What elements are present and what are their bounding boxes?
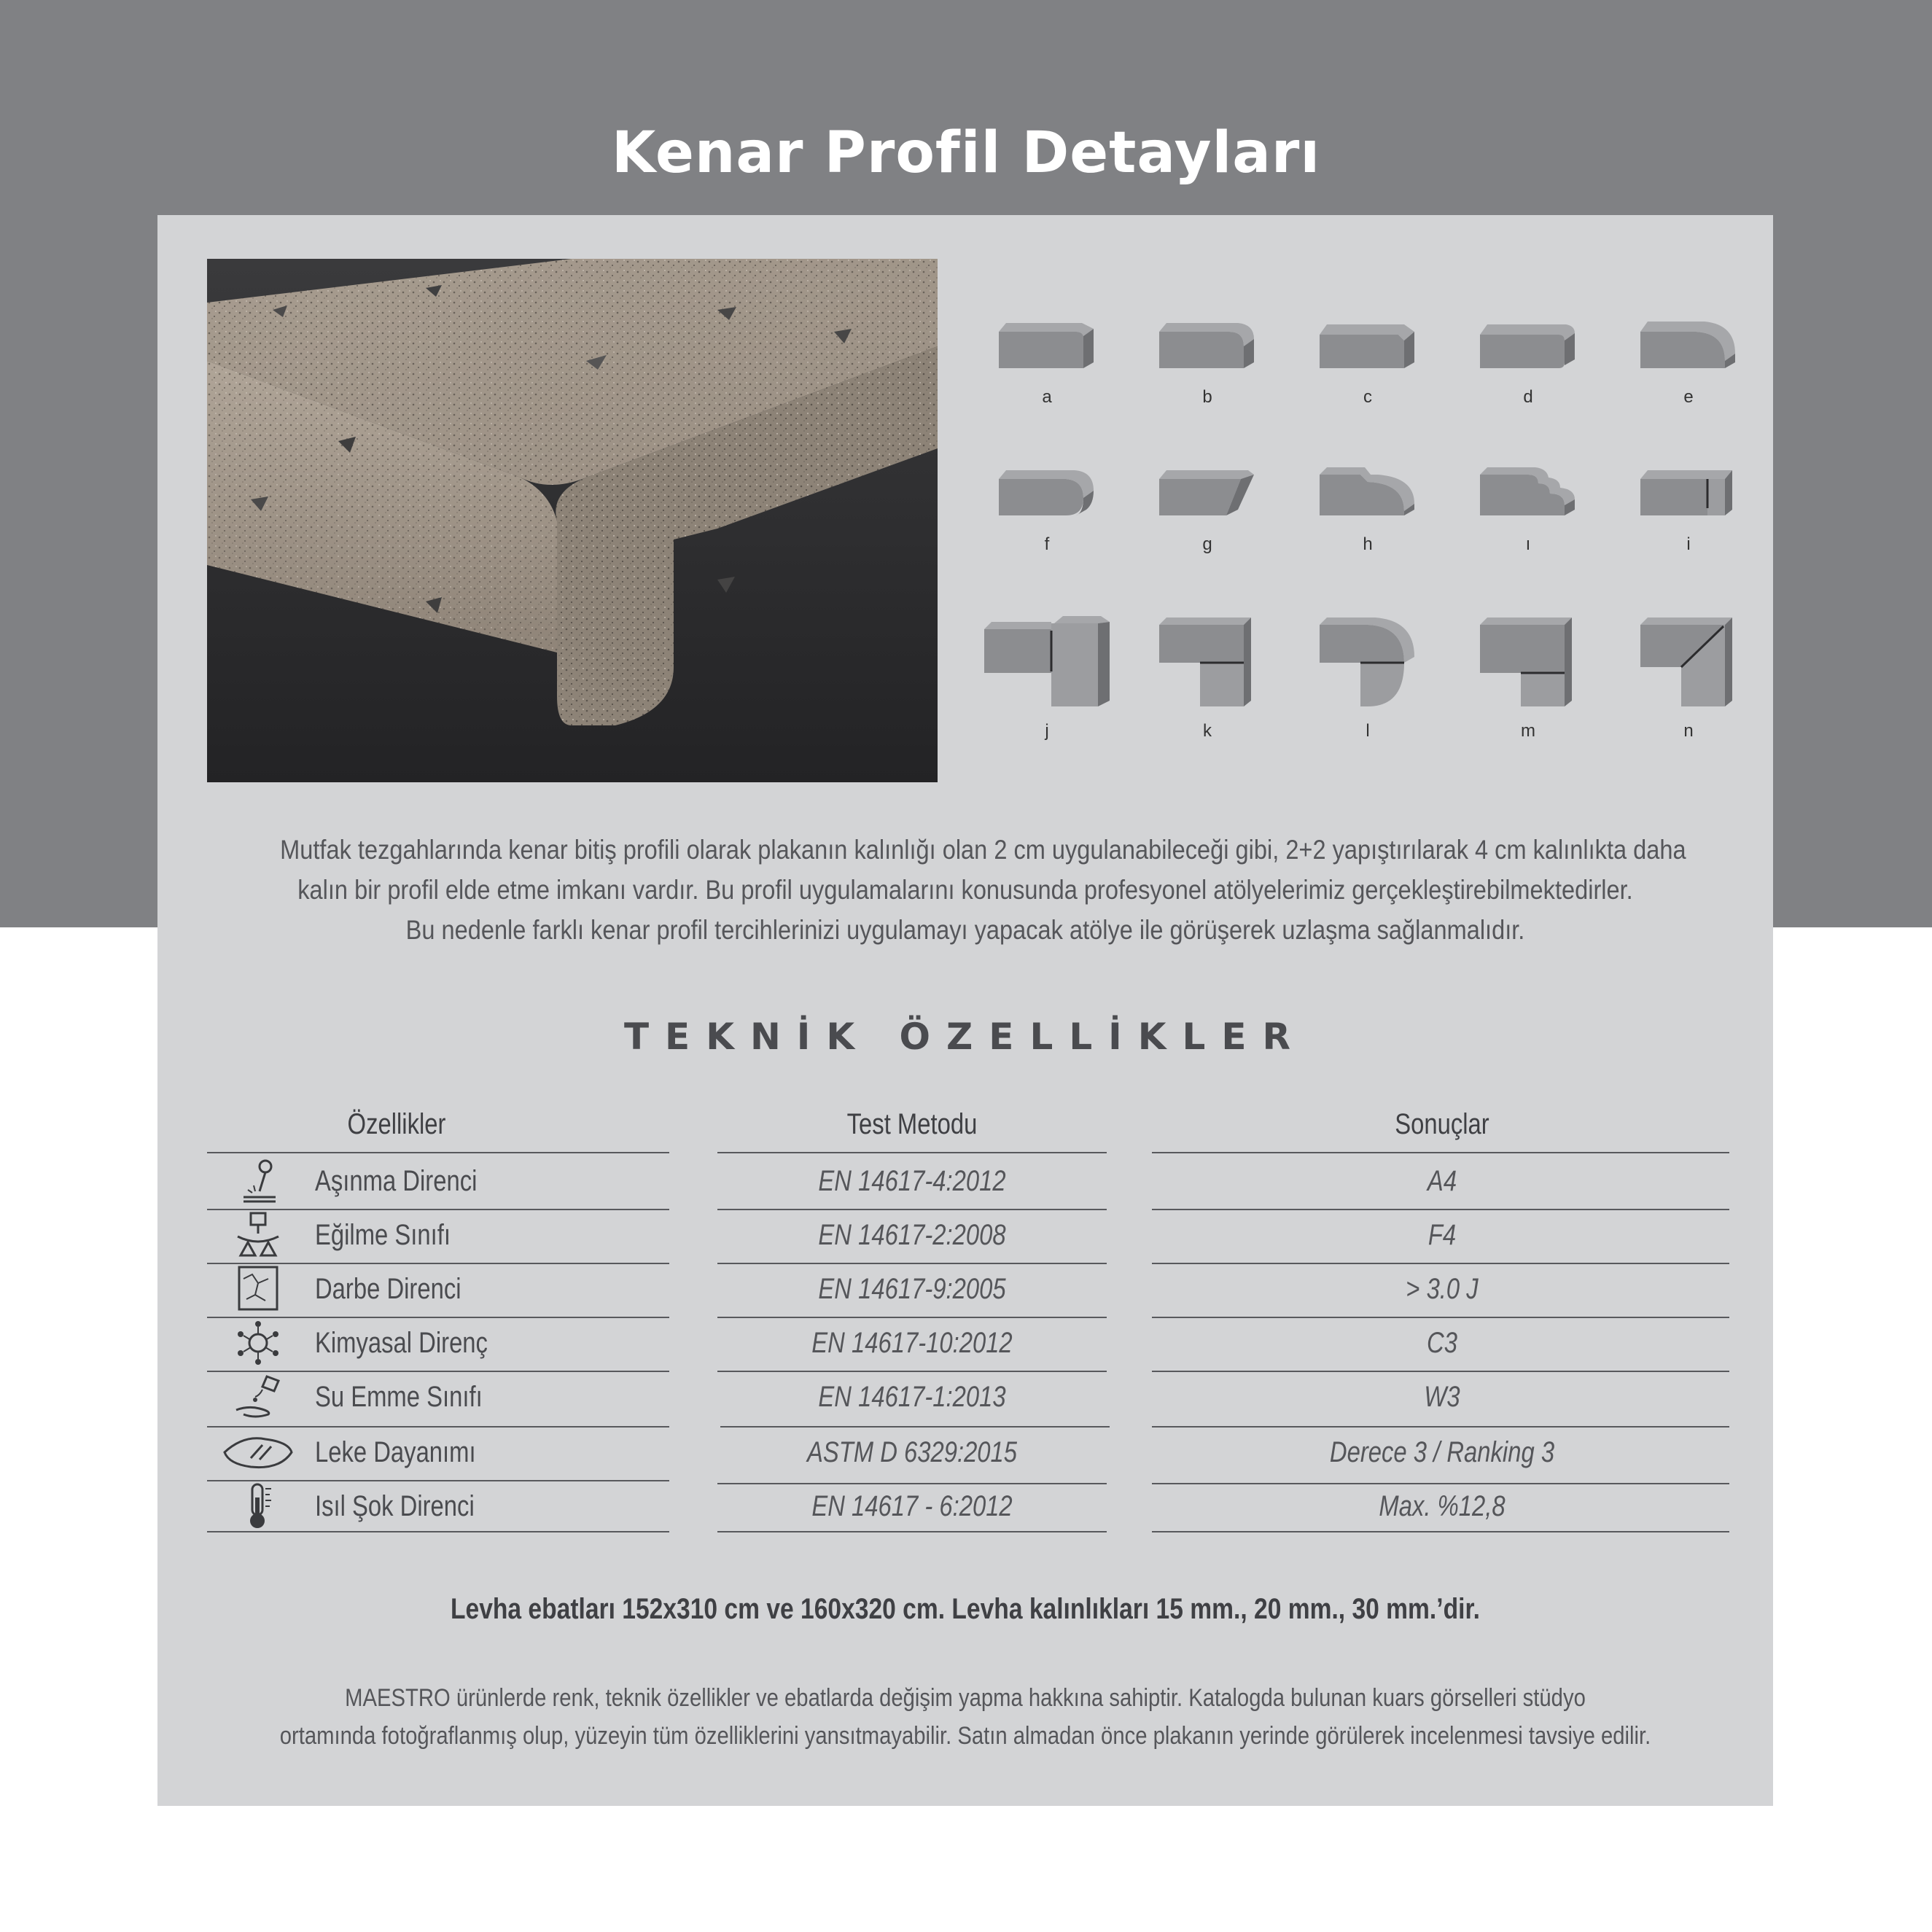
profile-label: j	[1045, 721, 1049, 741]
slab-sizes-note: Levha ebatları 152x310 cm ve 160x320 cm. Levha kalınlıkları 15 mm., 20 mm., 30 mm.’dir.	[450, 1593, 1481, 1625]
profile-label: h	[1363, 534, 1373, 554]
chemical-icon	[233, 1320, 283, 1366]
profile-i-icon	[1637, 464, 1740, 523]
profile-b-icon	[1156, 317, 1258, 375]
test-method: EN 14617-2:2008	[818, 1219, 1006, 1251]
disclaimer-line: MAESTRO ürünlerde renk, teknik özellikler ve ebatlarda değişim yapma hakkına sahiptir. Katalogda bulunan kuars görselleri stüdyo	[345, 1684, 1586, 1712]
test-result: > 3.0 J	[1406, 1273, 1479, 1305]
tech-heading: TEKNİK ÖZELLİKLER	[623, 1016, 1307, 1058]
header-rule	[207, 1152, 669, 1153]
test-method: EN 14617-4:2012	[818, 1165, 1006, 1197]
table-row	[207, 1263, 1729, 1317]
profile-l-icon	[1317, 615, 1419, 709]
profile-label: n	[1683, 721, 1694, 741]
profile-h-icon	[1317, 464, 1419, 523]
profile-label: m	[1521, 721, 1535, 741]
content-panel	[157, 215, 1773, 1806]
feature-name: Darbe Direnci	[315, 1273, 461, 1305]
profile-d-icon	[1477, 317, 1579, 375]
test-result: A4	[1427, 1165, 1457, 1197]
test-method: ASTM D 6329:2015	[806, 1436, 1018, 1468]
intro-line: Mutfak tezgahlarında kenar bitiş profili olarak plakanın kalınlığı olan 2 cm uygulanabileceği gibi, 2+2 yapıştırılarak 4 cm kalınlıkta daha	[280, 835, 1686, 865]
table-row	[207, 1371, 1729, 1425]
table-row	[207, 1317, 1729, 1371]
table-row	[207, 1155, 1729, 1209]
table-row	[207, 1209, 1729, 1263]
profile-c	[1295, 317, 1441, 408]
profile-label: i	[1686, 534, 1691, 554]
profile-n	[1616, 615, 1761, 741]
test-method: EN 14617 - 6:2012	[811, 1490, 1013, 1522]
profile-f-icon	[996, 464, 1098, 523]
column-header-feature: Özellikler	[347, 1108, 446, 1140]
profile-c-icon	[1317, 317, 1419, 375]
table-row	[207, 1480, 1729, 1534]
profile-j-icon	[981, 615, 1113, 709]
header-rule	[1152, 1152, 1729, 1153]
profile-label: b	[1202, 387, 1212, 407]
profile-e	[1616, 317, 1761, 408]
profile-g-icon	[1156, 464, 1258, 523]
profile-g	[1134, 464, 1280, 555]
intro-line: Bu nedenle farklı kenar profil tercihlerinizi uygulamayı yapacak atölye ile görüşerek uzlaşma sağlanmalıdır.	[405, 915, 1525, 945]
profile-f	[974, 464, 1120, 555]
countertop-edge-photo	[207, 259, 938, 782]
feature-name: Kimyasal Direnç	[315, 1327, 488, 1359]
profile-j	[974, 615, 1120, 741]
profile-k-icon	[1156, 615, 1258, 709]
disclaimer-line: ortamında fotoğraflanmış olup, yüzeyin tüm özelliklerini yansıtmayabilir. Satın almadan önce plakanın yerinde görülerek incelenmesi tavsiye edilir.	[279, 1722, 1651, 1750]
test-method: EN 14617-1:2013	[818, 1381, 1006, 1413]
column-header-method: Test Metodu	[846, 1108, 978, 1140]
profile-h	[1295, 464, 1441, 555]
profile-label: f	[1044, 534, 1050, 554]
test-method: EN 14617-10:2012	[811, 1327, 1013, 1359]
profile-label: a	[1042, 387, 1052, 407]
profile-label: c	[1363, 387, 1372, 407]
profile-m-icon	[1477, 615, 1579, 709]
profile-n-icon	[1637, 615, 1740, 709]
intro-paragraph	[187, 830, 1744, 950]
thermometer-icon	[233, 1483, 283, 1530]
profile-label: l	[1366, 721, 1370, 741]
feature-name: Isıl Şok Direnci	[315, 1490, 475, 1522]
profile-label: e	[1683, 387, 1694, 407]
disclaimer	[157, 1679, 1773, 1755]
test-result: W3	[1424, 1381, 1460, 1413]
header-rule	[717, 1152, 1107, 1153]
test-result: Max. %12,8	[1379, 1490, 1506, 1522]
column-header-result: Sonuçlar	[1395, 1108, 1489, 1140]
intro-line: kalın bir profil elde etme imkanı vardır. Bu profil uygulamalarını konusunda profesyonel atölyelerimiz gerçekleştirebilmektedirler.	[297, 875, 1633, 905]
profile-l	[1295, 615, 1441, 741]
feature-name: Leke Dayanımı	[315, 1436, 476, 1468]
profile-b	[1134, 317, 1280, 408]
profile-m	[1455, 615, 1601, 741]
stain-icon	[222, 1429, 295, 1476]
feature-name: Su Emme Sınıfı	[315, 1381, 483, 1413]
abrasion-icon	[233, 1158, 283, 1204]
table-row	[207, 1426, 1729, 1480]
flexural-icon	[233, 1212, 283, 1258]
test-method: EN 14617-9:2005	[818, 1273, 1006, 1305]
edge-profile-grid	[974, 288, 1747, 755]
profile-a-icon	[996, 317, 1098, 375]
profile-a	[974, 317, 1120, 408]
profile-i	[1616, 464, 1761, 555]
test-result: C3	[1427, 1327, 1457, 1359]
profile-d	[1455, 317, 1601, 408]
profile-e-icon	[1637, 317, 1740, 375]
test-result: Derece 3 / Ranking 3	[1329, 1436, 1555, 1468]
profile-label: k	[1203, 721, 1212, 741]
profile-k	[1134, 615, 1280, 741]
feature-name: Aşınma Direnci	[315, 1165, 478, 1197]
test-result: F4	[1427, 1219, 1457, 1251]
profile-label: d	[1523, 387, 1533, 407]
impact-icon	[233, 1266, 283, 1312]
water-icon	[233, 1374, 283, 1420]
page-title: Kenar Profil Detayları	[611, 120, 1321, 186]
feature-name: Eğilme Sınıfı	[315, 1219, 451, 1251]
profile-i-dotless-icon	[1477, 464, 1579, 523]
profile-i-dotless	[1455, 464, 1601, 555]
profile-label: ı	[1525, 534, 1531, 554]
profile-label: g	[1202, 534, 1212, 554]
